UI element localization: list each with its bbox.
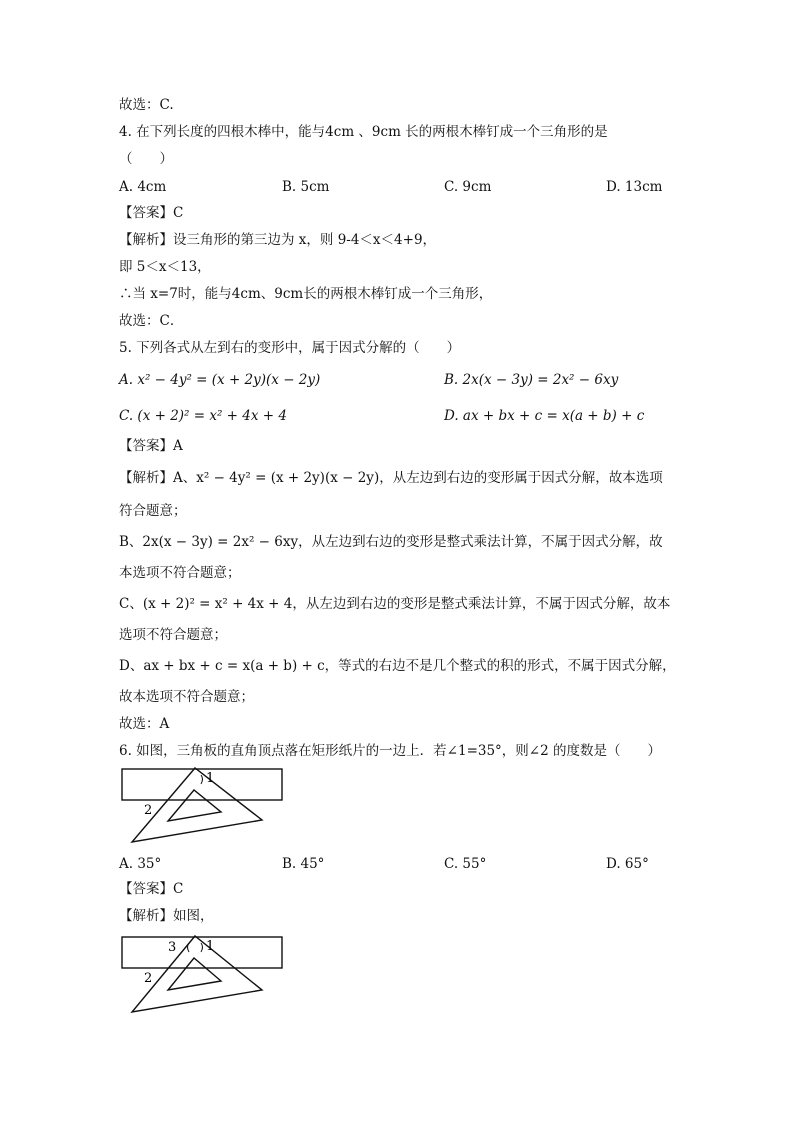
q6-option-c: C. 55°	[444, 856, 487, 872]
analysis-line: 即 5＜x＜13，	[119, 259, 211, 275]
triangle-inner	[168, 790, 221, 821]
question-4-stem: 4. 在下列长度的四根木棒中，能与4cm 、9cm 长的两根木棒钉成一个三角形的是	[119, 124, 608, 140]
q5-option-a: A. x² − 4y² = (x + 2y)(x − 2y)	[119, 372, 321, 388]
angle-1-arc	[201, 775, 203, 784]
geometry-figure-2	[118, 934, 288, 1016]
angle-1-label: 1	[206, 939, 215, 954]
answer-bracket: （ ）	[119, 151, 173, 167]
q6-option-b: B. 45°	[282, 856, 325, 872]
q4-option-a: A. 4cm	[119, 179, 167, 195]
analysis-line: 符合题意；	[119, 503, 187, 519]
angle-2-label: 2	[144, 803, 153, 818]
q4-option-c: C. 9cm	[444, 179, 492, 195]
analysis-line: 选项不符合题意；	[119, 627, 227, 643]
analysis-line: C、(x + 2)² = x² + 4x + 4，从左边到右边的变形是整式乘法计算，不属于因式分解，故本	[119, 596, 671, 612]
analysis-line: ∴当 x=7时，能与4cm、9cm长的两根木棒钉成一个三角形，	[119, 286, 493, 302]
analysis-line: 【解析】设三角形的第三边为 x，则 9-4＜x＜4+9，	[119, 232, 437, 248]
q4-option-d: D. 13cm	[606, 179, 663, 195]
q6-option-d: D. 65°	[606, 856, 649, 872]
q5-option-d: D. ax + bx + c = x(a + b) + c	[444, 408, 645, 424]
analysis-line: 本选项不符合题意；	[119, 565, 241, 581]
answer-label: 【答案】C	[119, 881, 184, 897]
q4-option-b: B. 5cm	[282, 179, 330, 195]
answer-label: 【答案】A	[119, 438, 183, 454]
question-6-stem: 6. 如图，三角板的直角顶点落在矩形纸片的一边上．若∠1=35°，则∠2 的度数是（ ）	[119, 743, 662, 759]
text-line: 故选：C.	[119, 97, 174, 113]
geometry-figure-1	[118, 766, 288, 846]
analysis-line: 【解析】A、x² − 4y² = (x + 2y)(x − 2y)，从左边到右边的变形属于因式分解，故本选项	[119, 470, 663, 486]
analysis-line: D、ax + bx + c = x(a + b) + c，等式的右边不是几个整式的积的形式，不属于因式分解，	[119, 658, 676, 674]
triangle-inner	[168, 958, 221, 990]
q5-option-b: B. 2x(x − 3y) = 2x² − 6xy	[444, 372, 619, 388]
question-5-stem: 5. 下列各式从左到右的变形中，属于因式分解的（ ）	[119, 340, 461, 356]
conclusion-line: 故选：A	[119, 716, 170, 732]
analysis-line: 故本选项不符合题意；	[119, 689, 254, 705]
analysis-line: B、2x(x − 3y) = 2x² − 6xy，从左边到右边的变形是整式乘法计算，不属于因式分解，故	[119, 534, 663, 550]
angle-1-arc	[201, 943, 203, 952]
conclusion-line: 故选：C．	[119, 313, 184, 329]
answer-label: 【答案】C	[119, 205, 184, 221]
angle-1-label: 1	[206, 771, 215, 786]
analysis-line: 【解析】如图，	[119, 908, 214, 924]
q6-option-a: A. 35°	[119, 856, 162, 872]
angle-2-label: 2	[144, 971, 153, 986]
angle-3-label: 3	[168, 940, 177, 955]
q5-option-c: C. (x + 2)² = x² + 4x + 4	[119, 408, 287, 424]
